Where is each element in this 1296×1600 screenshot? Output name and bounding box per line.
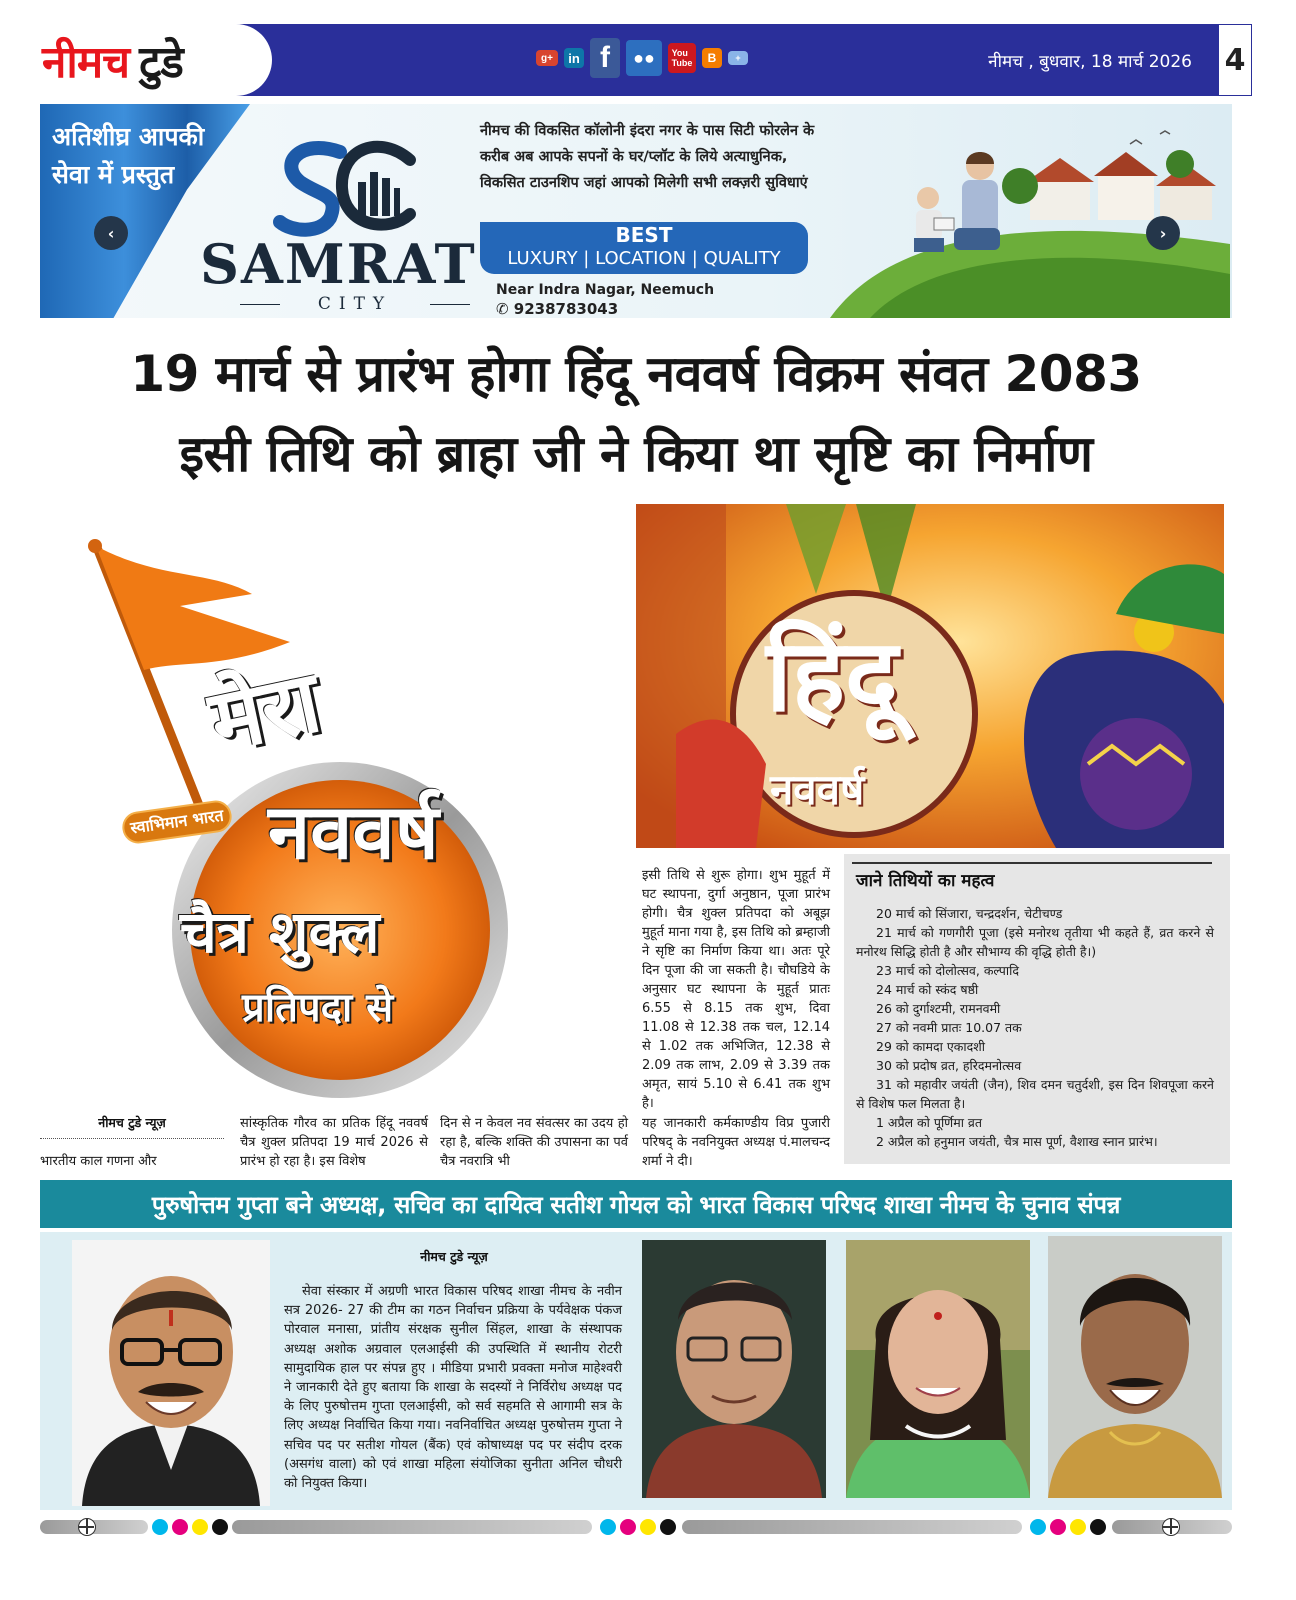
article-column-a: भारतीय काल गणना और: [40, 1154, 157, 1169]
navvarsh-word-right: नववर्ष: [770, 765, 865, 814]
hindu-word: हिंदू: [766, 617, 899, 734]
date-item: 24 मार्च को स्कंद षष्ठी: [876, 982, 979, 997]
ad-brand-name: SAMRAT: [200, 232, 477, 296]
main-headline: [40, 334, 1232, 494]
google-plus-icon[interactable]: g+: [536, 50, 558, 66]
registration-crosshair-icon: [1162, 1518, 1180, 1536]
blogger-icon[interactable]: B: [702, 48, 722, 68]
portrait-smiling-man: [1048, 1236, 1222, 1498]
phone-icon: ✆: [496, 300, 514, 318]
swabhiman-bharat-badge: स्वाभिमान भारत: [120, 799, 233, 846]
portrait-illustration: [642, 1240, 826, 1498]
yellow-dot: [1070, 1519, 1086, 1535]
article-byline: नीमच टुडे न्यूज़: [98, 1115, 166, 1130]
yellow-dot: [192, 1519, 208, 1535]
linkedin-icon[interactable]: in: [564, 48, 584, 68]
byline-divider: [40, 1138, 224, 1139]
portrait-purushottam-gupta: [72, 1240, 270, 1506]
festive-background-art: [636, 504, 1224, 848]
cyan-dot: [600, 1519, 616, 1535]
black-dot: [660, 1519, 676, 1535]
article-column-d: यह जानकारी कर्मकाण्डीय विप्र पुजारी परिषद् के नवनियुक्त अध्यक्ष पं.मालचन्द शर्मा ने दी।: [642, 1116, 830, 1169]
headline-line-1: 19 मार्च से प्रारंभ होगा हिंदू नववर्ष विक्रम संवत 2083: [130, 345, 1142, 403]
date-item: 29 को कामदा एकादशी: [876, 1039, 985, 1054]
samrat-city-logo-icon: [270, 134, 420, 244]
story2-paragraph: सेवा संस्कार में अग्रणी भारत विकास परिषद शाखा नीमच के नवीन सत्र 2026- 27 की टीम का गठन निर्वाचन प्रक्रिया के पर्यवेक्षक पंकज पोरवाल मनासा, प्रांतीय संरक्षक सुनील सिंहल, शाखा के संस्थापक अध्यक्ष अशोक अग्रवाल एलआईसी की उपस्थिति में स्थानीय रोटरी सामुदायिक हाल पर संपन्न हुए । मीडिया प्रभारी प्रवक्ता मनोज माहेश्वरी ने जानकारी देते हुए बताया कि शाखा के सदस्यों ने निर्विरोध अध्यक्ष पद के लिए पुरुषोत्तम गुप्ता एलआईसी, को सर्व सहमति से आगामी सत्र के लिए अध्यक्ष निर्वाचित किया गया। नवनिर्वाचित अध्यक्ष पुरुषोत्तम गुप्ता ने सचिव पद पर सतीश गोयल (बैंक) एवं कोषाध्यक्ष पद पर संदीप दरक (असगंध वाला) को एवं शाखा महिला संयोजिका सुनीता अनिल चौधरी को नियुक्त किया।: [284, 1284, 622, 1492]
cyan-dot: [152, 1519, 168, 1535]
magenta-dot: [620, 1519, 636, 1535]
date-item: 30 को प्रदोष व्रत, हरिदमनोत्सव: [876, 1058, 1022, 1073]
brand-name-part2: टुडे: [139, 37, 183, 88]
share-icon[interactable]: +: [728, 51, 748, 65]
date-item: 23 मार्च को दोलोत्सव, कल्पादि: [876, 963, 1019, 978]
newspaper-logo[interactable]: [40, 24, 272, 96]
ad-next-button[interactable]: ›: [1146, 216, 1180, 250]
registration-segment: [232, 1520, 592, 1534]
ad-brand-sub: CITY: [240, 294, 470, 314]
portrait-illustration: [72, 1240, 270, 1506]
black-dot: [212, 1519, 228, 1535]
samrat-city-advertisement[interactable]: [40, 104, 1232, 318]
date-item: 21 मार्च को गणगौरी पूजा (इसे मनोरथ तृतीया भी कहते हैं, व्रत करने से मनोरथ सिद्धि होती है और सौभाग्य की वृद्धि होती है।): [856, 925, 1214, 959]
navvarsh-word: नववर्ष: [268, 787, 439, 876]
black-dot: [1090, 1519, 1106, 1535]
article-column-b: सांस्कृतिक गौरव का प्रतिक हिंदू नववर्ष चैत्र शुक्ल प्रतिपदा 19 मार्च 2026 से प्रारंभ हो रहा है। इस विशेष: [240, 1116, 428, 1169]
ad-address: Near Indra Nagar, Neemuch: [496, 282, 715, 298]
dates-box-title: जाने तिथियों का महत्व: [856, 871, 995, 891]
mera-navvarsh-text: [40, 510, 632, 1104]
ad-best-banner: [480, 222, 808, 274]
issue-date: नीमच , बुधवार, 18 मार्च 2026: [988, 51, 1192, 72]
magenta-dot: [172, 1519, 188, 1535]
registration-segment: [682, 1520, 1022, 1534]
ad-phone-number: 9238783043: [513, 300, 619, 318]
chaitra-shukla-word: चैत्र शुक्ल: [180, 898, 380, 966]
dates-list: [856, 904, 1214, 1151]
story2-headline: पुरुषोत्तम गुप्ता बने अध्यक्ष, सचिव का दायित्व सतीश गोयल को भारत विकास परिषद शाखा नीमच के चुनाव संपन्न: [151, 1190, 1121, 1219]
ad-tagline: अतिशीघ्र आपकी सेवा में प्रस्तुत: [52, 122, 205, 189]
story2-title-bar: [40, 1180, 1232, 1228]
facebook-icon[interactable]: f: [590, 38, 620, 78]
social-links: [536, 38, 748, 78]
print-registration-bar: [40, 1518, 1232, 1536]
yellow-dot: [640, 1519, 656, 1535]
date-item: 2 अप्रैल को हनुमान जयंती, चैत्र मास पूर्ण, वैशाख स्नान प्रारंभ।: [876, 1134, 1158, 1149]
ad-prev-button[interactable]: ‹: [94, 216, 128, 250]
brand-name-part1: नीमच: [42, 37, 130, 88]
story2-byline: नीमच टुडे न्यूज़: [420, 1249, 488, 1264]
masthead: [40, 24, 1252, 96]
date-item: 31 को महावीर जयंती (जैन), शिव दमन चतुर्दशी, इस दिन शिवपूजा करने से विशेष फल मिलता है।: [856, 1077, 1214, 1111]
dates-box-rule: [852, 862, 1212, 864]
portrait-illustration: [1048, 1236, 1222, 1498]
date-item: 26 को दुर्गाश्टमी, रामनवमी: [876, 1001, 1001, 1016]
article-column-mid: इसी तिथि से शुरू होगा। शुभ मुहूर्त में घट स्थापना, दुर्गा अनुष्ठान, पूजा प्रारंभ होगी। चैत्र शुक्ल प्रतिपदा को अबूझ मुहूर्त माना गया है, इस तिथि को ब्रम्हाजी ने सृष्टि का निर्माण किया था। अतः पूरे दिन पूजा की जा सकती है। चौघडिये के अनुसार घट स्थापना के मुहूर्त प्रातः 6.55 से 8.15 तक शुभ, दिवा 11.08 से 12.38 तक चल, 12.14 से 1.02 तक अभिजित, 12.38 से 2.09 तक लाभ, 2.09 से 3.39 तक अमृत, सायं 5.10 से 6.41 तक शुभ है।: [642, 868, 830, 1111]
mera-word: मेरा: [201, 651, 329, 773]
date-item: 1 अप्रैल को पूर्णिमा व्रत: [876, 1115, 982, 1130]
date-item: 20 मार्च को सिंजारा, चन्द्रदर्शन, चेटीचण्ड: [876, 906, 1063, 921]
ad-phone: [496, 300, 618, 318]
group-icon[interactable]: ●●: [626, 40, 662, 76]
magenta-dot: [1050, 1519, 1066, 1535]
portrait-illustration: [846, 1240, 1030, 1498]
ad-best-label: BEST: [615, 223, 673, 247]
pratipada-word: प्रतिपदा से: [242, 985, 394, 1031]
hindu-navvarsh-graphic: [636, 504, 1224, 848]
article-column-c: दिन से न केवल नव संवत्सर का उदय हो रहा है, बल्कि शक्ति की उपासना का पर्व चैत्र नवरात्रि भी: [440, 1116, 628, 1169]
headline-line-2: इसी तिथि को ब्राहा जी ने किया था सृष्टि का निर्माण: [179, 425, 1093, 483]
youtube-icon[interactable]: You Tube: [668, 43, 696, 73]
registration-crosshair-icon: [78, 1518, 96, 1536]
page-number: 4: [1218, 24, 1252, 96]
portrait-man-glasses: [642, 1240, 826, 1498]
portrait-woman: [846, 1240, 1030, 1498]
ad-best-items: LUXURY | LOCATION | QUALITY: [507, 248, 781, 269]
date-item: 27 को नवमी प्रातः 10.07 तक: [876, 1020, 1022, 1035]
cyan-dot: [1030, 1519, 1046, 1535]
ad-copy-text: नीमच की विकसित कॉलोनी इंदरा नगर के पास सिटी फोरलेन के करीब अब आपके सपनों के घर/प्लॉट के लिये अत्याधुनिक, विकसित टाउनशिप जहां आपको मिलेगी सभी लक्ज़री सुविधाएं: [480, 123, 815, 191]
story2-body: [284, 1282, 622, 1493]
